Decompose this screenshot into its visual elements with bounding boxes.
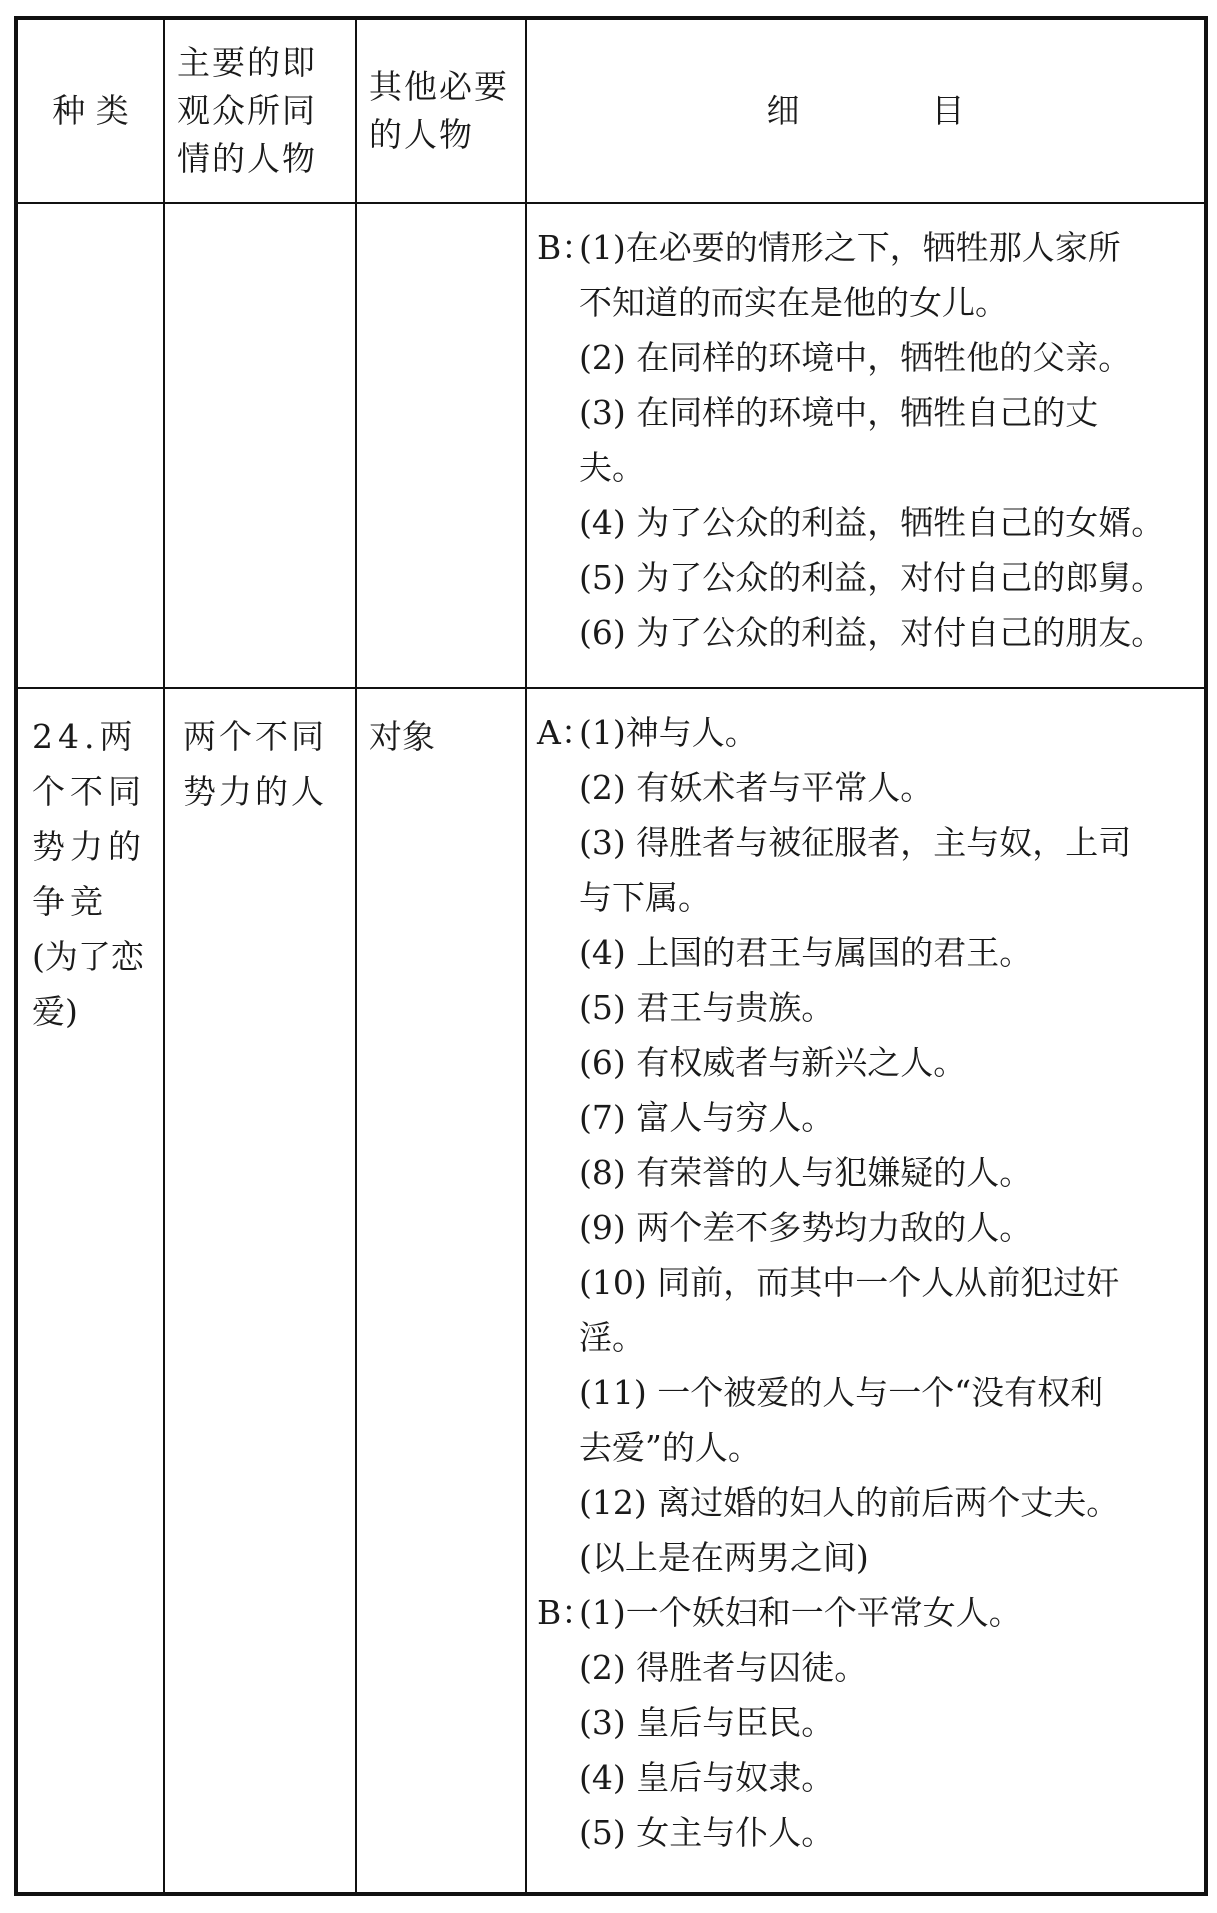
detail-item [537, 1530, 1198, 1585]
detail-text: (3) 皇后与臣民。 [579, 1703, 835, 1742]
detail-line [537, 1475, 1198, 1530]
detail-item [537, 760, 1198, 815]
header-protagonist: 主要的即观众所同情的人物 [164, 18, 356, 203]
detail-line [537, 1255, 1198, 1310]
detail-text: (7) 富人与穷人。 [579, 1098, 835, 1137]
table-row-24 [16, 688, 1206, 1894]
table-row-continued [16, 203, 1206, 688]
cell-protagonist-empty [164, 203, 356, 688]
detail-item [537, 925, 1198, 980]
cell-category-empty [16, 203, 164, 688]
detail-line [537, 495, 1198, 550]
detail-text: 与下属。 [579, 878, 711, 917]
detail-item [537, 495, 1198, 550]
plot-category-table [14, 16, 1208, 1896]
detail-line [537, 1695, 1198, 1750]
detail-text: (5) 君王与贵族。 [579, 988, 835, 1027]
detail-text: (2) 有妖术者与平常人。 [579, 768, 934, 807]
detail-text: (12) 离过婚的妇人的前后两个丈夫。 [579, 1483, 1120, 1522]
detail-text: (6) 为了公众的利益，对付自己的朋友。 [579, 613, 1165, 652]
detail-line [537, 330, 1198, 385]
detail-line [537, 870, 1198, 925]
detail-line [537, 1035, 1198, 1090]
detail-item [537, 980, 1198, 1035]
cell-protagonist-24: 两个不同势力的人 [164, 688, 356, 1894]
detail-text: (10) 同前，而其中一个人从前犯过奸 [579, 1263, 1120, 1302]
category-title: 24.两个不同势力的争竞 [32, 717, 146, 921]
detail-text: (5) 为了公众的利益，对付自己的郎舅。 [579, 558, 1165, 597]
detail-text: (4) 皇后与奴隶。 [579, 1758, 835, 1797]
section-b [537, 1585, 1198, 1860]
detail-line [537, 1365, 1198, 1420]
header-details: 细 目 [526, 18, 1206, 203]
detail-text: (1)在必要的情形之下，牺牲那人家所 [579, 228, 1121, 267]
detail-text: (9) 两个差不多势均力敌的人。 [579, 1208, 1033, 1247]
detail-text: 淫。 [579, 1318, 645, 1357]
detail-item [537, 705, 1198, 760]
cell-others-24: 对象 [356, 688, 526, 1894]
detail-line [537, 550, 1198, 605]
detail-line [537, 440, 1198, 495]
detail-line [537, 1145, 1198, 1200]
detail-line [537, 275, 1198, 330]
detail-item [537, 220, 1198, 330]
cell-details-prev [526, 203, 1206, 688]
detail-item [537, 1695, 1198, 1750]
detail-line [537, 605, 1198, 660]
detail-item [537, 1365, 1198, 1475]
detail-item [537, 815, 1198, 925]
detail-text: (2) 得胜者与囚徒。 [579, 1648, 868, 1687]
section-label: A： [537, 713, 594, 752]
detail-line [537, 1805, 1198, 1860]
detail-line [537, 220, 1198, 275]
detail-line [537, 1530, 1198, 1585]
section-b-prev [537, 220, 1198, 660]
cell-details-24 [526, 688, 1206, 1894]
detail-text: (1)神与人。 [579, 713, 758, 752]
detail-text: (4) 为了公众的利益，牺牲自己的女婿。 [579, 503, 1165, 542]
detail-item [537, 385, 1198, 495]
detail-line [537, 1310, 1198, 1365]
detail-text: (5) 女主与仆人。 [579, 1813, 835, 1852]
detail-item [537, 330, 1198, 385]
detail-line [537, 980, 1198, 1035]
cell-others-empty [356, 203, 526, 688]
detail-item [537, 550, 1198, 605]
detail-text: (6) 有权威者与新兴之人。 [579, 1043, 967, 1082]
detail-line [537, 385, 1198, 440]
section-a [537, 705, 1198, 1585]
detail-text: (11) 一个被爱的人与一个“没有权利 [579, 1373, 1104, 1412]
detail-item [537, 1805, 1198, 1860]
detail-text: (3) 在同样的环境中，牺牲自己的丈 [579, 393, 1099, 432]
detail-item [537, 1750, 1198, 1805]
detail-line [537, 1640, 1198, 1695]
detail-line [537, 1200, 1198, 1255]
detail-text: (4) 上国的君王与属国的君王。 [579, 933, 1033, 972]
detail-text: 夫。 [579, 448, 645, 487]
header-category: 种 类 [16, 18, 164, 203]
detail-item [537, 605, 1198, 660]
category-note: (为了恋爱) [32, 937, 144, 1031]
detail-item [537, 1145, 1198, 1200]
detail-item [537, 1585, 1198, 1640]
detail-text: (8) 有荣誉的人与犯嫌疑的人。 [579, 1153, 1033, 1192]
detail-item [537, 1035, 1198, 1090]
detail-item [537, 1475, 1198, 1530]
detail-text: (2) 在同样的环境中，牺牲他的父亲。 [579, 338, 1132, 377]
detail-line [537, 1090, 1198, 1145]
detail-item [537, 1255, 1198, 1365]
section-label: B： [537, 1593, 595, 1632]
header-other-characters: 其他必要的人物 [356, 18, 526, 203]
detail-line [537, 1750, 1198, 1805]
cell-category-24 [16, 688, 164, 1894]
detail-line [537, 815, 1198, 870]
detail-item [537, 1200, 1198, 1255]
detail-line [537, 1420, 1198, 1475]
detail-text: (3) 得胜者与被征服者，主与奴，上司 [579, 823, 1132, 862]
detail-line [537, 925, 1198, 980]
detail-line [537, 705, 1198, 760]
detail-text: 去爱”的人。 [579, 1428, 761, 1467]
header-row [16, 18, 1206, 203]
detail-line [537, 1585, 1198, 1640]
detail-item [537, 1640, 1198, 1695]
section-label: B： [537, 228, 595, 267]
detail-text: (以上是在两男之间) [579, 1538, 869, 1577]
detail-text: (1)一个妖妇和一个平常女人。 [579, 1593, 1022, 1632]
detail-text: 不知道的而实在是他的女儿。 [579, 283, 1008, 322]
detail-item [537, 1090, 1198, 1145]
detail-line [537, 760, 1198, 815]
